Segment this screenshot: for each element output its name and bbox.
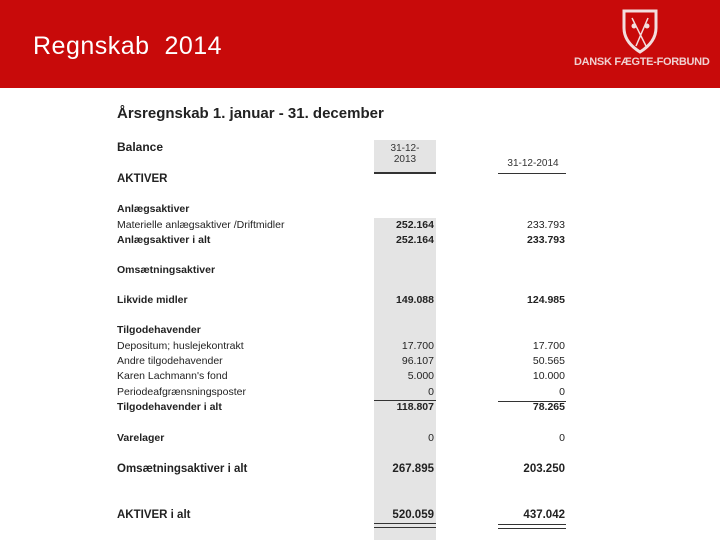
- row-label: AKTIVER: [117, 173, 168, 185]
- value-2013: 96.107: [401, 355, 434, 367]
- federation-logo: [570, 8, 710, 80]
- value-2013: 5.000: [407, 370, 434, 382]
- value-2013: 267.895: [392, 463, 434, 475]
- row-label: Karen Lachmann's fond: [117, 370, 228, 382]
- shield-icon: [620, 8, 660, 54]
- table-row: [100, 355, 600, 370]
- row-label: AKTIVER i alt: [117, 509, 191, 521]
- row-label: Anlægsaktiver i alt: [117, 234, 211, 246]
- col1-header-line2: 2013: [393, 154, 417, 165]
- table-row: [100, 401, 600, 416]
- row-label: Materielle anlægsaktiver /Driftmidler: [117, 219, 285, 231]
- table-row: [100, 386, 600, 401]
- header-bar: [0, 0, 720, 88]
- table-row: [100, 294, 600, 309]
- row-label: Periodeafgrænsningsposter: [117, 386, 246, 398]
- value-2014: 78.265: [532, 401, 565, 413]
- value-2014: 0: [559, 386, 565, 398]
- row-label: Omsætningsaktiver i alt: [117, 463, 248, 475]
- value-2014: 437.042: [523, 509, 565, 521]
- value-2013: 252.164: [396, 219, 434, 231]
- value-2014: 50.565: [532, 355, 565, 367]
- row-label: Tilgodehavender i alt: [117, 401, 222, 413]
- table-row: [100, 264, 600, 279]
- col2-header: 31-12-2014: [507, 158, 559, 169]
- value-2013: 0: [428, 432, 434, 444]
- row-label: Omsætningsaktiver: [117, 264, 216, 276]
- table-row: [100, 219, 600, 234]
- value-2014: 203.250: [523, 463, 565, 475]
- value-2013: 252.164: [396, 234, 434, 246]
- value-2013: 17.700: [401, 340, 434, 352]
- total-double-line: [498, 524, 566, 529]
- row-label: Andre tilgodehavender: [117, 355, 223, 367]
- col1-header-line1: 31-12-: [390, 143, 420, 154]
- table-row: [100, 509, 600, 524]
- row-label: Anlægsaktiver: [117, 203, 190, 215]
- table-row: [100, 234, 600, 249]
- table-row: [100, 324, 600, 339]
- row-label: Depositum; huslejekontrakt: [117, 340, 244, 352]
- value-2014: 17.700: [532, 340, 565, 352]
- balance-sheet-scan: [100, 95, 600, 540]
- table-row: [100, 432, 600, 447]
- document-title: Årsregnskab 1. januar - 31. december: [117, 105, 384, 122]
- row-label: Likvide midler: [117, 294, 188, 306]
- row-label: Varelager: [117, 432, 165, 444]
- section-title: Balance: [117, 140, 164, 154]
- value-2014: 0: [559, 432, 565, 444]
- col1-header: [374, 143, 436, 165]
- value-2013: 118.807: [396, 401, 434, 413]
- row-label: Tilgodehavender: [117, 324, 201, 336]
- value-2014: 10.000: [532, 370, 565, 382]
- slide-title: Regnskab 2014: [33, 32, 223, 60]
- table-row: [100, 173, 600, 188]
- value-2014: 233.793: [527, 219, 565, 231]
- value-2013: 149.088: [396, 294, 434, 306]
- total-double-line: [374, 523, 436, 528]
- table-row: [100, 340, 600, 355]
- table-row: [100, 370, 600, 385]
- logo-text: DANSK FÆGTE-FORBUND: [574, 56, 710, 68]
- value-2014: 124.985: [527, 294, 565, 306]
- table-row: [100, 463, 600, 478]
- table-row: [100, 203, 600, 218]
- value-2014: 233.793: [527, 234, 565, 246]
- value-2013: 520.059: [392, 509, 434, 521]
- value-2013: 0: [428, 386, 434, 398]
